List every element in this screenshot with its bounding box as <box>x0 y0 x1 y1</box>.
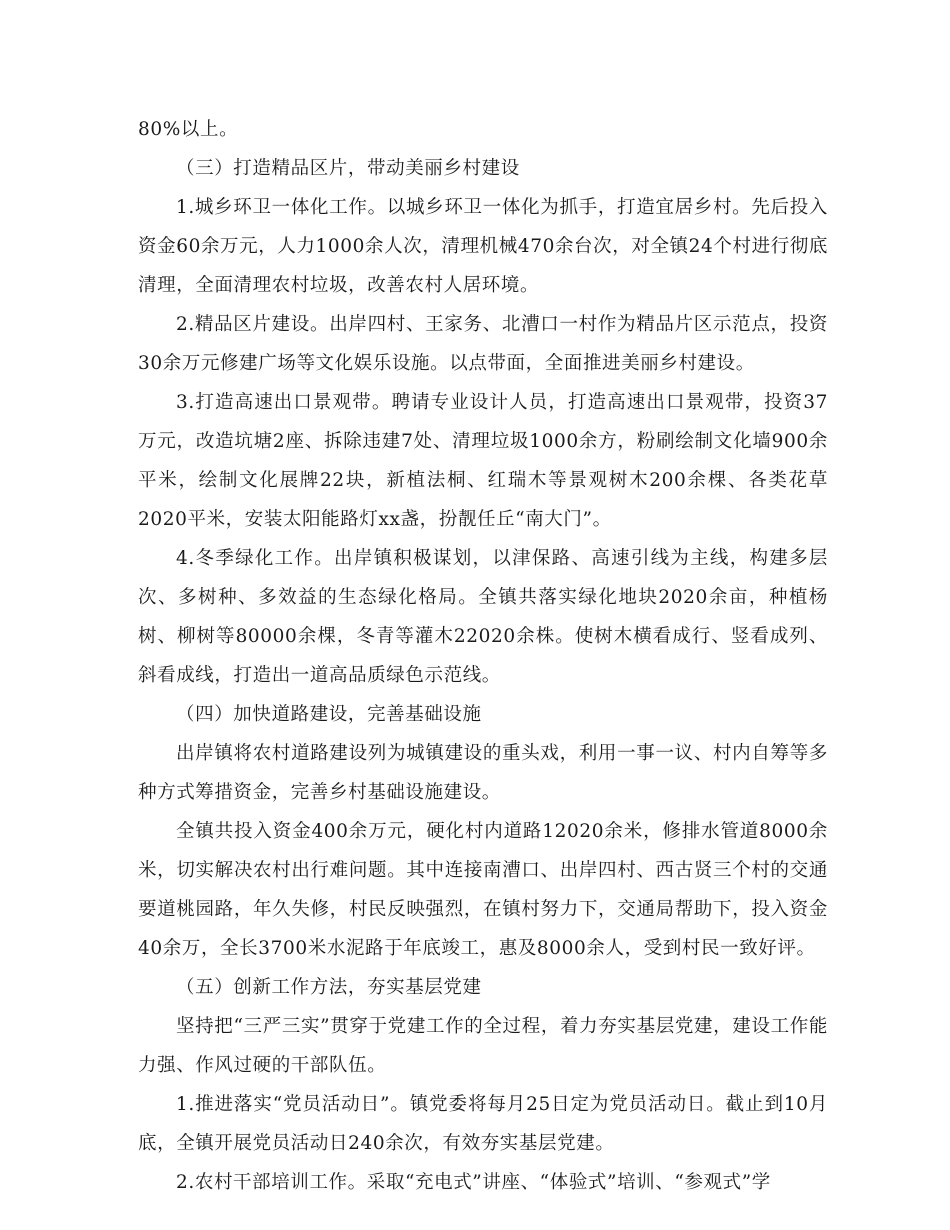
document-body <box>138 110 828 1202</box>
paragraph-continuation: 80%以上。 <box>138 119 239 140</box>
paragraph: 坚持把“三严三实”贯穿于党建工作的全过程，着力夯实基层党建，建设工作能力强、作风过硬的干部队伍。 <box>138 1016 828 1076</box>
paragraph: 3.打造高速出口景观带。聘请专业设计人员，打造高速出口景观带，投资37万元，改造坑塘2座、拆除违建7处、清理垃圾1000余方，粉刷绘制文化墙900余平米，绘制文化展牌22块，新植法桐、红瑞木等景观树木200余棵、各类花草2020平米，安装太阳能路灯xx盏，扮靓任丘“南大门”。 <box>138 392 828 530</box>
paragraph: 全镇共投入资金400余万元，硬化村内道路12020余米，修排水管道8000余米，切实解决农村出行难问题。其中连接南漕口、出岸四村、西古贤三个村的交通要道桃园路，年久失修，村民反映强烈，在镇村努力下，交通局帮助下，投入资金40余万，全长3700米水泥路于年底竣工，惠及8000余人，受到村民一致好评。 <box>138 821 828 959</box>
section-heading-4: （四）加快道路建设，完善基础设施 <box>176 704 482 725</box>
paragraph: 2.精品区片建设。出岸四村、王家务、北漕口一村作为精品片区示范点，投资30余万元修建广场等文化娱乐设施。以点带面，全面推进美丽乡村建设。 <box>138 314 828 374</box>
section-heading-3: （三）打造精品区片，带动美丽乡村建设 <box>176 158 520 179</box>
paragraph: 出岸镇将农村道路建设列为城镇建设的重头戏，利用一事一议、村内自筹等多种方式筹措资金，完善乡村基础设施建设。 <box>138 743 828 803</box>
section-heading-5: （五）创新工作方法，夯实基层党建 <box>176 977 482 998</box>
paragraph: 2.农村干部培训工作。采取“充电式”讲座、“体验式”培训、“参观式”学 <box>176 1172 771 1193</box>
paragraph: 4.冬季绿化工作。出岸镇积极谋划，以津保路、高速引线为主线，构建多层次、多树种、多效益的生态绿化格局。全镇共落实绿化地块2020余亩，种植杨树、柳树等80000余棵，冬青等灌木22020余株。使树木横看成行、竖看成列、斜看成线，打造出一道高品质绿色示范线。 <box>138 548 828 686</box>
paragraph: 1.推进落实“党员活动日”。镇党委将每月25日定为党员活动日。截止到10月底，全镇开展党员活动日240余次，有效夯实基层党建。 <box>138 1094 828 1154</box>
paragraph: 1.城乡环卫一体化工作。以城乡环卫一体化为抓手，打造宜居乡村。先后投入资金60余万元，人力1000余人次，清理机械470余台次，对全镇24个村进行彻底清理，全面清理农村垃圾，改善农村人居环境。 <box>138 197 828 296</box>
